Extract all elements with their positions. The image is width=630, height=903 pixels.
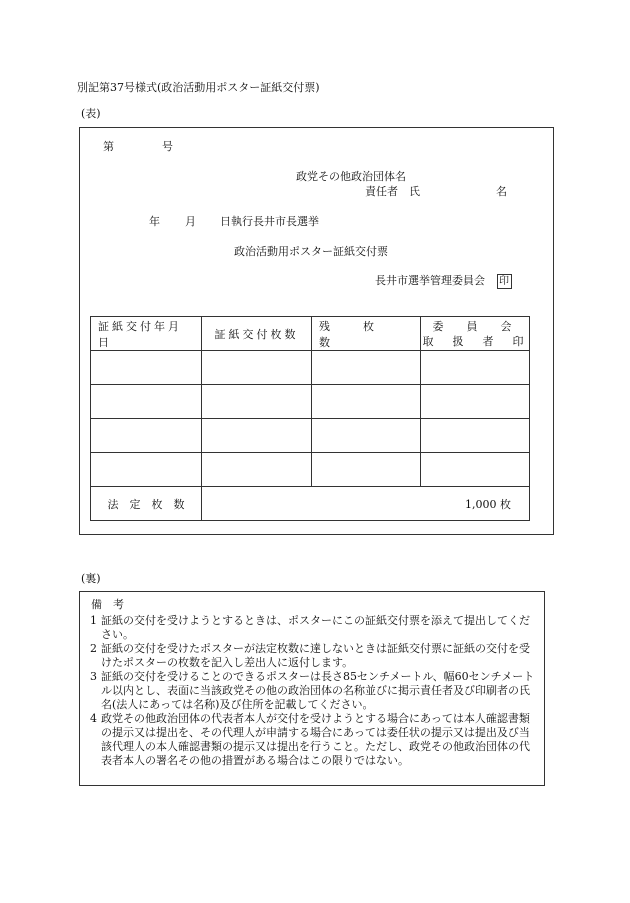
note-text: 証紙の交付を受けようとするときは、ポスターにこの証紙交付票を添えて提出してください。 (101, 614, 530, 641)
note-item (90, 614, 536, 642)
table-cell[interactable] (202, 419, 312, 453)
document-title: 政治活動用ポスター証紙交付票 (234, 245, 388, 258)
committee-label: 長井市選挙管理委員会 (375, 274, 485, 287)
date-tsuki: 月 (185, 215, 196, 228)
table-cell[interactable] (91, 453, 202, 487)
table-row (91, 385, 530, 419)
back-label: (裏) (81, 572, 101, 585)
note-item (90, 642, 536, 670)
note-number: 4 (90, 712, 97, 725)
org-name: 政党その他政治団体名 (296, 170, 406, 183)
note-text: 証紙の交付を受けたポスターが法定枚数に達しないときは証紙交付票に証紙の交付を受けたポスターの枚数を記入し差出人に返付します。 (101, 642, 530, 669)
table-row (91, 351, 530, 385)
table-header-row (91, 317, 530, 351)
table-cell[interactable] (202, 351, 312, 385)
header-remaining (312, 317, 421, 351)
form-title: 別記第37号様式(政治活動用ポスター証紙交付票) (77, 81, 320, 94)
date-nen: 年 (149, 215, 160, 228)
legal-count-row (91, 487, 530, 521)
number-go: 号 (162, 140, 173, 153)
table-cell[interactable] (312, 419, 421, 453)
note-item (90, 712, 536, 768)
seal-mark: 印 (497, 274, 512, 289)
issuance-table (90, 316, 530, 521)
election-name: 日執行長井市長選挙 (220, 215, 319, 228)
table-cell[interactable] (312, 351, 421, 385)
table-row (91, 419, 530, 453)
note-item (90, 670, 536, 712)
header-committee-line1: 委 員 会 (432, 319, 518, 333)
table-cell[interactable] (421, 385, 530, 419)
table-cell[interactable] (91, 385, 202, 419)
responsible-name-mei: 名 (496, 185, 507, 198)
table-cell[interactable] (312, 453, 421, 487)
header-issue-count-text: 証紙交付枚数 (214, 327, 299, 341)
header-remaining-text: 残 枚 数 (319, 319, 407, 349)
table-cell[interactable] (91, 351, 202, 385)
table-cell[interactable] (202, 385, 312, 419)
header-issue-date (91, 317, 202, 351)
note-number: 3 (90, 670, 97, 683)
note-number: 1 (90, 614, 97, 627)
table-cell[interactable] (202, 453, 312, 487)
table-cell[interactable] (421, 419, 530, 453)
header-committee-line2: 取 扱 者 印 (422, 334, 528, 348)
header-issue-date-text: 証紙交付年月日 (98, 319, 182, 349)
table-cell[interactable] (312, 385, 421, 419)
front-label: (表) (81, 107, 101, 120)
header-issue-count (202, 317, 312, 351)
header-committee (421, 317, 530, 351)
number-dai: 第 (103, 140, 114, 153)
notes-list (90, 598, 536, 768)
table-cell[interactable] (91, 419, 202, 453)
table-cell[interactable] (421, 453, 530, 487)
legal-count-value: 1,000 枚 (465, 497, 511, 511)
responsible-label: 責任者 氏 (365, 185, 420, 198)
table-row (91, 453, 530, 487)
note-text: 証紙の交付を受けることのできるポスターは長さ85センチメートル、幅60センチメートル以内とし、表面に当該政党その他の政治団体の名称並びに掲示責任者及び印刷者の氏名(法人にあっては名称)及び住所を記載してください。 (101, 670, 535, 711)
note-text: 政党その他政治団体の代表者本人が交付を受けようとする場合にあっては本人確認書類の提示又は提出を、その代理人が申請する場合にあっては委任状の提示又は提出及び当該代理人の本人確認書類の提示又は提出を行うこと。ただし、政党その他政治団体の代表者本人の署名その他の措置がある場合はこの限りではない。 (101, 712, 530, 767)
notes-title: 備 考 (91, 598, 124, 611)
table-cell[interactable] (421, 351, 530, 385)
committee-name (375, 274, 512, 289)
legal-count-label-cell (91, 487, 202, 521)
legal-count-value-cell (202, 487, 530, 521)
legal-count-label: 法 定 枚 数 (107, 497, 185, 511)
note-number: 2 (90, 642, 97, 655)
